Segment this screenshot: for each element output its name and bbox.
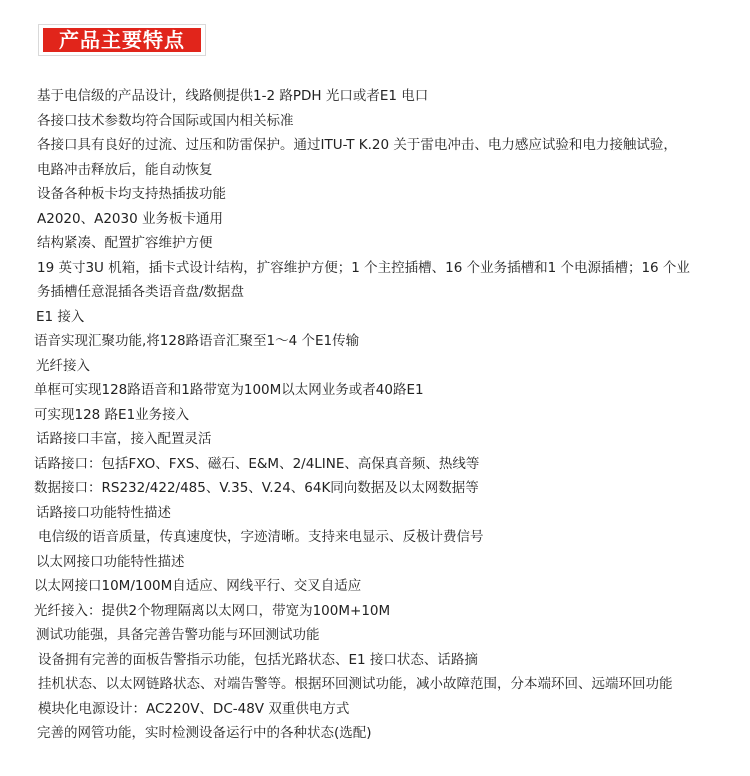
feature-line: 基于电信级的产品设计，线路侧提供1-2 路PDH 光口或者E1 电口	[37, 88, 429, 104]
feature-line: 各接口技术参数均符合国际或国内相关标准	[37, 112, 294, 129]
feature-line: 挂机状态、以太网链路状态、对端告警等。根据环回测试功能，减小故障范围，分本端环回、远端环回功能	[38, 676, 673, 692]
feature-line: 以太网接口功能特性描述	[36, 553, 185, 570]
feature-line: 话路接口：包括FXO、FXS、磁石、E&M、2/4LINE、高保真音频、热线等	[34, 455, 480, 472]
feature-line: 光纤接入	[36, 357, 90, 374]
feature-line: 话路接口功能特性描述	[36, 504, 171, 521]
feature-line: 模块化电源设计：AC220V、DC-48V 双重供电方式	[38, 700, 350, 717]
feature-line: 19 英寸3U 机箱，插卡式设计结构，扩容维护方便；1 个主控插槽、16 个业务插槽和1 个电源插槽；16 个业	[37, 259, 690, 276]
feature-line: 可实现128 路E1业务接入	[34, 406, 190, 423]
feature-line: 设备拥有完善的面板告警指示功能，包括光路状态、E1 接口状态、话路摘	[38, 651, 478, 668]
feature-line: 话路接口丰富，接入配置灵活	[36, 431, 212, 447]
feature-line: 数据接口：RS232/422/485、V.35、V.24、64K同向数据及以太网数据等	[34, 480, 479, 496]
feature-line: 结构紧凑、配置扩容维护方便	[37, 235, 213, 251]
feature-line: 光纤接入：提供2个物理隔离以太网口，带宽为100M+10M	[34, 602, 391, 619]
feature-line: 语音实现汇聚功能,将128路语音汇聚至1～4 个E1传输	[34, 333, 360, 349]
feature-line: 务插槽任意混插各类语音盘/数据盘	[37, 284, 245, 300]
feature-line: 完善的网管功能，实时检测设备运行中的各种状态(选配)	[37, 725, 372, 741]
feature-line: 设备各种板卡均支持热插拔功能	[37, 186, 226, 202]
section-title-frame	[38, 24, 206, 56]
feature-line: 各接口具有良好的过流、过压和防雷保护。通过ITU-T K.20 关于雷电冲击、电力感应试验和电力接触试验，	[37, 137, 677, 153]
feature-line: E1 接入	[36, 308, 85, 325]
feature-line: 电信级的语音质量，传真速度快，字迹清晰。支持来电显示、反极计费信号	[38, 529, 484, 545]
feature-line: 电路冲击释放后，能自动恢复	[37, 161, 213, 178]
feature-line: 以太网接口10M/100M自适应、网线平行、交叉自适应	[34, 578, 362, 594]
feature-line: 单框可实现128路语音和1路带宽为100M以太网业务或者40路E1	[34, 382, 424, 398]
feature-line: 测试功能强，具备完善告警功能与环回测试功能	[36, 627, 320, 643]
section-title: 产品主要特点	[43, 28, 201, 52]
feature-line: A2020、A2030 业务板卡通用	[37, 210, 223, 227]
